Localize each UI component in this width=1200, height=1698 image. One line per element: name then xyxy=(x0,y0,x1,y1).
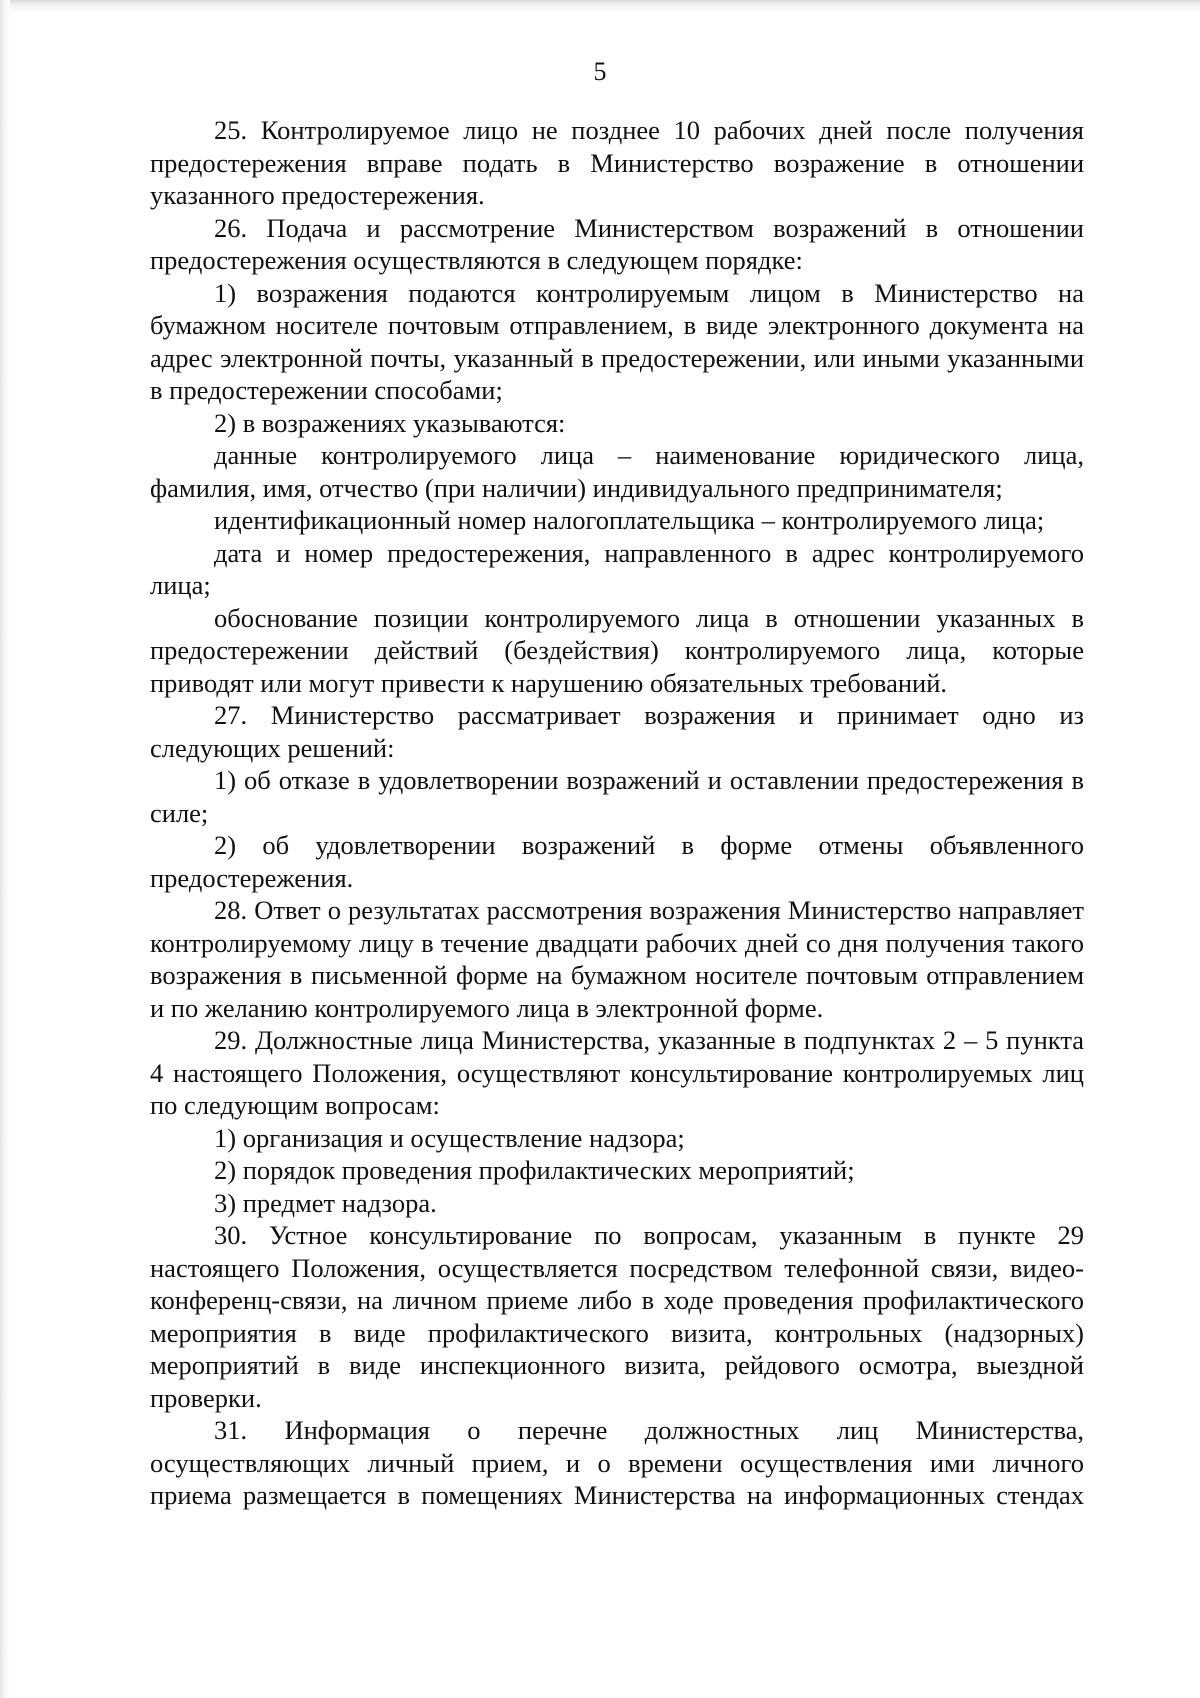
paragraph-26-item-2-data: данные контролируемого лица – наименование юридического лица, фамилия, имя, отчество (при наличии) индивидуального предпринимателя; xyxy=(150,440,1084,503)
paragraph-26-item-1: 1) возражения подаются контролируемым лицом в Министерство на бумажном носителе почтовым отправлением, в виде электронного документа на адрес электронной почты, указанный в предостережении, или иными указанными в предостережении способами; xyxy=(150,277,1084,405)
scan-edge-top xyxy=(0,0,1200,14)
paragraph-29: 29. Должностные лица Министерства, указанные в подпунктах 2 – 5 пункта 4 настоящего Положения, осуществляют консультирование контролируемых лиц по следующим вопросам: xyxy=(150,1025,1084,1120)
paragraph-26: 26. Подача и рассмотрение Министерством возражений в отношении предостережения осуществляются в следующем порядке: xyxy=(150,212,1084,275)
paragraph-26-item-2: 2) в возражениях указываются: xyxy=(214,407,566,438)
paragraph-28: 28. Ответ о результатах рассмотрения возражения Министерство направляет контролируемому лицу в течение двадцати рабочих дней со дня получения такого возражения в письменной форме на бумажном носителе почтовым отправлением и по желанию контролируемого лица в электронной форме. xyxy=(150,895,1084,1023)
paragraph-29-item-3: 3) предмет надзора. xyxy=(214,1187,437,1218)
paragraph-26-item-2-reasoning: обоснование позиции контролируемого лица в отношении указанных в предостережении действий (бездействия) контролируемого лица, которые приводят или могут привести к нарушению обязательных требований. xyxy=(150,602,1084,698)
scan-edge-left xyxy=(0,0,10,1698)
paragraph-31: 31. Информация о перечне должностных лиц Министерства, осуществляющих личный прием, и о времени осуществления ими личного приема размещается в помещениях Министерства на информационных стендах xyxy=(150,1415,1084,1510)
paragraph-26-item-2-inn: идентификационный номер налогоплательщика – контролируемого лица; xyxy=(214,505,1045,535)
paragraph-30: 30. Устное консультирование по вопросам, указанным в пункте 29 настоящего Положения, осуществляется посредством телефонной связи, видео-конференц-связи, на личном приеме либо в ходе проведения профилактического мероприятия в виде профилактического визита, контрольных (надзорных) мероприятий в виде инспекционного визита, рейдового осмотра, выездной проверки. xyxy=(150,1220,1084,1413)
paragraph-27-item-1: 1) об отказе в удовлетворении возражений и оставлении предостережения в силе; xyxy=(150,765,1084,828)
paragraph-27: 27. Министерство рассматривает возражения и принимает одно из следующих решений: xyxy=(150,700,1084,763)
page-number: 5 xyxy=(593,57,607,86)
paragraph-29-item-2: 2) порядок проведения профилактических мероприятий; xyxy=(214,1155,855,1185)
paragraph-27-item-2: 2) об удовлетворении возражений в форме отмены объявленного предостережения. xyxy=(150,830,1084,893)
paragraph-26-item-2-date: дата и номер предостережения, направленного в адрес контролируемого лица; xyxy=(150,537,1084,600)
paragraph-29-item-1: 1) организация и осуществление надзора; xyxy=(214,1122,685,1153)
paragraph-25: 25. Контролируемое лицо не позднее 10 рабочих дней после получения предостережения вправе подать в Министерство возражение в отношении указанного предостережения. xyxy=(150,115,1084,210)
document-body xyxy=(150,114,1084,1512)
